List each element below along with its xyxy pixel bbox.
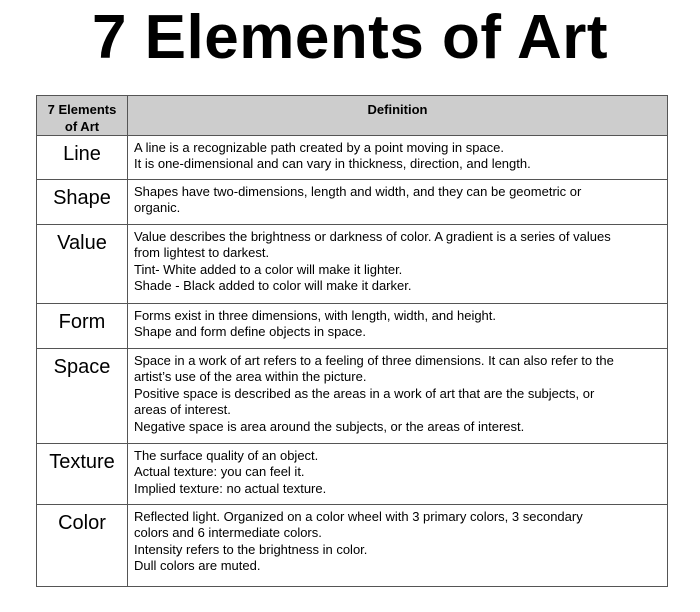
element-term: Space <box>37 349 128 444</box>
definition-line: Shape and form define objects in space. <box>134 324 366 340</box>
page-title: 7 Elements of Art <box>91 3 609 72</box>
table-row <box>37 136 668 180</box>
table-row <box>37 505 668 587</box>
definition-line: The surface quality of an object. <box>134 448 319 463</box>
element-definition <box>128 304 668 349</box>
header-definition: Definition <box>128 96 668 136</box>
definition-line: Shapes have two-dimensions, length and width, and they can be geometric or <box>134 184 582 199</box>
table-row <box>37 180 668 225</box>
definition-line: Reflected light. Organized on a color wheel with 3 primary colors, 3 secondary <box>134 509 583 524</box>
element-definition <box>128 180 668 225</box>
definition-line: areas of interest. <box>134 402 231 418</box>
element-term: Value <box>37 225 128 304</box>
header-elements-line2: of Art <box>64 119 100 134</box>
element-definition <box>128 349 668 444</box>
table-row <box>37 225 668 304</box>
definition-line: Negative space is area around the subjects, or the areas of interest. <box>134 418 525 434</box>
element-definition <box>128 505 668 587</box>
definition-line: from lightest to darkest. <box>134 245 270 261</box>
table-header-row <box>37 96 668 136</box>
definition-line: colors and 6 intermediate colors. <box>134 525 322 541</box>
definition-line: Positive space is described as the areas in a work of art that are the subjects, or <box>134 385 595 401</box>
element-term: Texture <box>37 444 128 505</box>
definition-line: Value describes the brightness or darkness of color. A gradient is a series of values <box>134 229 611 244</box>
table-body <box>37 136 668 587</box>
definition-line: Implied texture: no actual texture. <box>134 480 327 496</box>
elements-table <box>36 95 668 587</box>
element-definition <box>128 136 668 180</box>
definition-line: Actual texture: you can feel it. <box>134 464 305 480</box>
element-definition <box>128 444 668 505</box>
definition-line: It is one-dimensional and can vary in thickness, direction, and length. <box>134 156 531 172</box>
definition-line: Shade - Black added to color will make it darker. <box>134 278 412 294</box>
definition-line: organic. <box>134 200 181 216</box>
element-term: Shape <box>37 180 128 225</box>
definition-line: Intensity refers to the brightness in color. <box>134 541 368 557</box>
table-row <box>37 304 668 349</box>
definition-line: Dull colors are muted. <box>134 558 261 574</box>
header-elements-line1: 7 Elements <box>47 102 117 117</box>
element-definition <box>128 225 668 304</box>
element-term: Form <box>37 304 128 349</box>
definition-line: Forms exist in three dimensions, with length, width, and height. <box>134 308 497 323</box>
definition-line: A line is a recognizable path created by a point moving in space. <box>134 140 505 155</box>
table-row <box>37 444 668 505</box>
definition-line: Space in a work of art refers to a feeling of three dimensions. It can also refer to the <box>134 353 614 368</box>
table-row <box>37 349 668 444</box>
element-term: Line <box>37 136 128 180</box>
header-elements <box>37 96 128 136</box>
definition-line: artist’s use of the area within the picture. <box>134 369 367 385</box>
definition-line: Tint- White added to a color will make it lighter. <box>134 261 403 277</box>
element-term: Color <box>37 505 128 587</box>
